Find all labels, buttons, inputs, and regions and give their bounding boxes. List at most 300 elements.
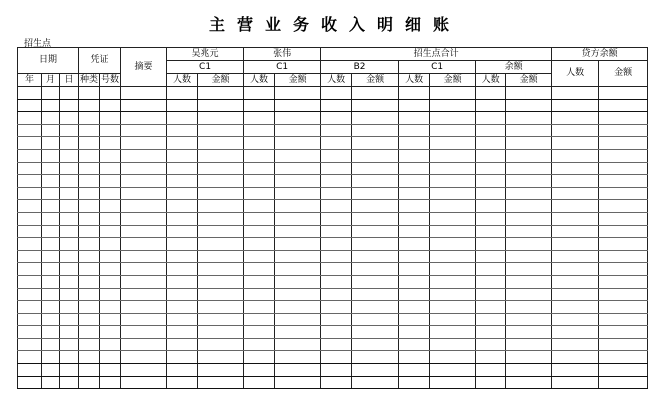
ledger-cell[interactable] <box>352 364 399 377</box>
ledger-cell[interactable] <box>476 250 506 263</box>
ledger-cell[interactable] <box>198 275 244 288</box>
ledger-cell[interactable] <box>321 288 352 301</box>
ledger-cell[interactable] <box>79 275 100 288</box>
ledger-cell[interactable] <box>552 238 599 251</box>
ledger-cell[interactable] <box>506 200 552 213</box>
ledger-cell[interactable] <box>476 263 506 276</box>
ledger-cell[interactable] <box>430 162 476 175</box>
ledger-cell[interactable] <box>352 275 399 288</box>
ledger-cell[interactable] <box>100 275 121 288</box>
ledger-cell[interactable] <box>79 212 100 225</box>
ledger-cell[interactable] <box>275 87 321 100</box>
ledger-cell[interactable] <box>399 124 430 137</box>
ledger-cell[interactable] <box>18 187 42 200</box>
ledger-cell[interactable] <box>42 250 60 263</box>
ledger-cell[interactable] <box>321 376 352 389</box>
ledger-cell[interactable] <box>100 376 121 389</box>
ledger-cell[interactable] <box>506 313 552 326</box>
ledger-cell[interactable] <box>275 263 321 276</box>
ledger-cell[interactable] <box>42 288 60 301</box>
ledger-cell[interactable] <box>430 187 476 200</box>
ledger-cell[interactable] <box>198 87 244 100</box>
ledger-cell[interactable] <box>275 351 321 364</box>
ledger-cell[interactable] <box>121 175 167 188</box>
ledger-cell[interactable] <box>552 124 599 137</box>
ledger-cell[interactable] <box>321 338 352 351</box>
ledger-cell[interactable] <box>430 338 476 351</box>
ledger-cell[interactable] <box>121 112 167 125</box>
ledger-cell[interactable] <box>60 301 79 314</box>
ledger-cell[interactable] <box>100 137 121 150</box>
ledger-cell[interactable] <box>244 225 275 238</box>
ledger-cell[interactable] <box>244 376 275 389</box>
ledger-cell[interactable] <box>79 364 100 377</box>
ledger-cell[interactable] <box>552 112 599 125</box>
ledger-cell[interactable] <box>476 200 506 213</box>
ledger-cell[interactable] <box>198 238 244 251</box>
ledger-cell[interactable] <box>552 175 599 188</box>
ledger-cell[interactable] <box>244 175 275 188</box>
ledger-cell[interactable] <box>552 162 599 175</box>
ledger-cell[interactable] <box>275 326 321 339</box>
ledger-cell[interactable] <box>79 137 100 150</box>
ledger-cell[interactable] <box>552 212 599 225</box>
ledger-cell[interactable] <box>275 99 321 112</box>
ledger-cell[interactable] <box>430 238 476 251</box>
ledger-cell[interactable] <box>506 87 552 100</box>
ledger-cell[interactable] <box>275 301 321 314</box>
ledger-cell[interactable] <box>352 149 399 162</box>
ledger-cell[interactable] <box>18 212 42 225</box>
ledger-cell[interactable] <box>552 376 599 389</box>
ledger-cell[interactable] <box>198 263 244 276</box>
ledger-cell[interactable] <box>476 225 506 238</box>
ledger-cell[interactable] <box>599 376 648 389</box>
ledger-cell[interactable] <box>275 238 321 251</box>
ledger-cell[interactable] <box>60 200 79 213</box>
ledger-cell[interactable] <box>399 250 430 263</box>
ledger-cell[interactable] <box>79 351 100 364</box>
ledger-cell[interactable] <box>506 137 552 150</box>
ledger-cell[interactable] <box>552 275 599 288</box>
ledger-cell[interactable] <box>121 99 167 112</box>
ledger-cell[interactable] <box>506 351 552 364</box>
ledger-cell[interactable] <box>430 175 476 188</box>
ledger-cell[interactable] <box>399 313 430 326</box>
ledger-cell[interactable] <box>399 275 430 288</box>
ledger-cell[interactable] <box>399 338 430 351</box>
ledger-cell[interactable] <box>430 263 476 276</box>
ledger-cell[interactable] <box>79 124 100 137</box>
ledger-cell[interactable] <box>352 162 399 175</box>
ledger-cell[interactable] <box>352 187 399 200</box>
ledger-cell[interactable] <box>244 162 275 175</box>
ledger-cell[interactable] <box>121 162 167 175</box>
ledger-cell[interactable] <box>476 175 506 188</box>
ledger-cell[interactable] <box>399 288 430 301</box>
ledger-cell[interactable] <box>121 250 167 263</box>
ledger-cell[interactable] <box>42 187 60 200</box>
ledger-cell[interactable] <box>476 187 506 200</box>
ledger-cell[interactable] <box>167 288 198 301</box>
ledger-cell[interactable] <box>79 238 100 251</box>
ledger-cell[interactable] <box>244 124 275 137</box>
ledger-cell[interactable] <box>352 238 399 251</box>
ledger-cell[interactable] <box>100 263 121 276</box>
ledger-cell[interactable] <box>100 99 121 112</box>
ledger-cell[interactable] <box>100 175 121 188</box>
ledger-cell[interactable] <box>42 137 60 150</box>
ledger-cell[interactable] <box>79 149 100 162</box>
ledger-cell[interactable] <box>599 175 648 188</box>
ledger-cell[interactable] <box>321 225 352 238</box>
ledger-cell[interactable] <box>198 250 244 263</box>
ledger-cell[interactable] <box>42 376 60 389</box>
ledger-cell[interactable] <box>121 263 167 276</box>
ledger-cell[interactable] <box>121 351 167 364</box>
ledger-cell[interactable] <box>79 87 100 100</box>
ledger-cell[interactable] <box>79 187 100 200</box>
ledger-cell[interactable] <box>18 137 42 150</box>
ledger-cell[interactable] <box>275 137 321 150</box>
ledger-cell[interactable] <box>506 149 552 162</box>
ledger-cell[interactable] <box>430 275 476 288</box>
ledger-cell[interactable] <box>121 313 167 326</box>
ledger-cell[interactable] <box>79 301 100 314</box>
ledger-cell[interactable] <box>60 338 79 351</box>
ledger-cell[interactable] <box>100 301 121 314</box>
ledger-cell[interactable] <box>18 376 42 389</box>
ledger-cell[interactable] <box>399 175 430 188</box>
ledger-cell[interactable] <box>476 313 506 326</box>
ledger-cell[interactable] <box>244 112 275 125</box>
ledger-cell[interactable] <box>275 175 321 188</box>
ledger-cell[interactable] <box>167 238 198 251</box>
ledger-cell[interactable] <box>244 99 275 112</box>
ledger-cell[interactable] <box>552 149 599 162</box>
ledger-cell[interactable] <box>167 376 198 389</box>
ledger-cell[interactable] <box>552 225 599 238</box>
ledger-cell[interactable] <box>599 124 648 137</box>
ledger-cell[interactable] <box>430 124 476 137</box>
ledger-cell[interactable] <box>506 124 552 137</box>
ledger-cell[interactable] <box>244 326 275 339</box>
ledger-cell[interactable] <box>60 326 79 339</box>
ledger-cell[interactable] <box>167 212 198 225</box>
ledger-cell[interactable] <box>42 212 60 225</box>
ledger-cell[interactable] <box>506 275 552 288</box>
ledger-cell[interactable] <box>244 313 275 326</box>
ledger-cell[interactable] <box>100 112 121 125</box>
ledger-cell[interactable] <box>121 376 167 389</box>
ledger-cell[interactable] <box>167 313 198 326</box>
ledger-cell[interactable] <box>42 87 60 100</box>
ledger-cell[interactable] <box>476 351 506 364</box>
ledger-cell[interactable] <box>275 313 321 326</box>
ledger-cell[interactable] <box>321 200 352 213</box>
ledger-cell[interactable] <box>42 124 60 137</box>
ledger-cell[interactable] <box>18 326 42 339</box>
ledger-cell[interactable] <box>121 225 167 238</box>
ledger-cell[interactable] <box>599 326 648 339</box>
ledger-cell[interactable] <box>167 124 198 137</box>
ledger-cell[interactable] <box>599 212 648 225</box>
ledger-cell[interactable] <box>430 351 476 364</box>
ledger-cell[interactable] <box>321 149 352 162</box>
ledger-cell[interactable] <box>198 187 244 200</box>
ledger-cell[interactable] <box>599 338 648 351</box>
ledger-cell[interactable] <box>79 175 100 188</box>
ledger-cell[interactable] <box>18 225 42 238</box>
ledger-cell[interactable] <box>321 238 352 251</box>
ledger-cell[interactable] <box>476 275 506 288</box>
ledger-cell[interactable] <box>506 225 552 238</box>
ledger-cell[interactable] <box>552 99 599 112</box>
ledger-cell[interactable] <box>167 149 198 162</box>
ledger-cell[interactable] <box>399 238 430 251</box>
ledger-cell[interactable] <box>18 250 42 263</box>
ledger-cell[interactable] <box>352 87 399 100</box>
ledger-cell[interactable] <box>60 124 79 137</box>
ledger-cell[interactable] <box>476 162 506 175</box>
ledger-cell[interactable] <box>42 364 60 377</box>
ledger-cell[interactable] <box>18 162 42 175</box>
ledger-cell[interactable] <box>244 288 275 301</box>
ledger-cell[interactable] <box>399 200 430 213</box>
ledger-cell[interactable] <box>275 250 321 263</box>
ledger-cell[interactable] <box>121 364 167 377</box>
ledger-cell[interactable] <box>321 187 352 200</box>
ledger-cell[interactable] <box>599 238 648 251</box>
ledger-cell[interactable] <box>430 87 476 100</box>
ledger-cell[interactable] <box>476 124 506 137</box>
ledger-cell[interactable] <box>476 87 506 100</box>
ledger-cell[interactable] <box>167 275 198 288</box>
ledger-cell[interactable] <box>430 112 476 125</box>
ledger-cell[interactable] <box>121 301 167 314</box>
ledger-cell[interactable] <box>42 326 60 339</box>
ledger-cell[interactable] <box>244 338 275 351</box>
ledger-cell[interactable] <box>321 275 352 288</box>
ledger-cell[interactable] <box>244 275 275 288</box>
ledger-cell[interactable] <box>399 137 430 150</box>
ledger-cell[interactable] <box>18 338 42 351</box>
ledger-cell[interactable] <box>60 112 79 125</box>
ledger-cell[interactable] <box>121 187 167 200</box>
ledger-cell[interactable] <box>476 301 506 314</box>
ledger-cell[interactable] <box>198 225 244 238</box>
ledger-cell[interactable] <box>321 326 352 339</box>
ledger-cell[interactable] <box>275 187 321 200</box>
ledger-cell[interactable] <box>552 250 599 263</box>
ledger-cell[interactable] <box>275 275 321 288</box>
ledger-cell[interactable] <box>399 212 430 225</box>
ledger-cell[interactable] <box>79 200 100 213</box>
ledger-cell[interactable] <box>430 149 476 162</box>
ledger-cell[interactable] <box>599 187 648 200</box>
ledger-cell[interactable] <box>352 326 399 339</box>
ledger-cell[interactable] <box>100 351 121 364</box>
ledger-cell[interactable] <box>599 112 648 125</box>
ledger-cell[interactable] <box>18 263 42 276</box>
ledger-cell[interactable] <box>476 238 506 251</box>
ledger-cell[interactable] <box>275 338 321 351</box>
ledger-cell[interactable] <box>321 87 352 100</box>
ledger-cell[interactable] <box>321 250 352 263</box>
ledger-cell[interactable] <box>430 225 476 238</box>
ledger-cell[interactable] <box>60 162 79 175</box>
ledger-cell[interactable] <box>42 351 60 364</box>
ledger-cell[interactable] <box>121 124 167 137</box>
ledger-cell[interactable] <box>275 162 321 175</box>
ledger-cell[interactable] <box>506 376 552 389</box>
ledger-cell[interactable] <box>100 225 121 238</box>
ledger-cell[interactable] <box>321 313 352 326</box>
ledger-cell[interactable] <box>506 187 552 200</box>
ledger-cell[interactable] <box>60 225 79 238</box>
ledger-cell[interactable] <box>399 351 430 364</box>
ledger-cell[interactable] <box>430 364 476 377</box>
ledger-cell[interactable] <box>352 288 399 301</box>
ledger-cell[interactable] <box>42 175 60 188</box>
ledger-cell[interactable] <box>352 200 399 213</box>
ledger-cell[interactable] <box>18 351 42 364</box>
ledger-cell[interactable] <box>476 376 506 389</box>
ledger-cell[interactable] <box>100 338 121 351</box>
ledger-cell[interactable] <box>476 364 506 377</box>
ledger-cell[interactable] <box>18 200 42 213</box>
ledger-cell[interactable] <box>506 238 552 251</box>
ledger-cell[interactable] <box>79 263 100 276</box>
ledger-cell[interactable] <box>321 137 352 150</box>
ledger-cell[interactable] <box>42 263 60 276</box>
ledger-cell[interactable] <box>599 137 648 150</box>
ledger-cell[interactable] <box>60 87 79 100</box>
ledger-cell[interactable] <box>399 149 430 162</box>
ledger-cell[interactable] <box>599 275 648 288</box>
ledger-cell[interactable] <box>244 187 275 200</box>
ledger-cell[interactable] <box>352 175 399 188</box>
ledger-cell[interactable] <box>506 301 552 314</box>
ledger-cell[interactable] <box>552 187 599 200</box>
ledger-cell[interactable] <box>244 149 275 162</box>
ledger-cell[interactable] <box>399 162 430 175</box>
ledger-cell[interactable] <box>167 187 198 200</box>
ledger-cell[interactable] <box>60 351 79 364</box>
ledger-cell[interactable] <box>352 225 399 238</box>
ledger-cell[interactable] <box>60 99 79 112</box>
ledger-cell[interactable] <box>599 87 648 100</box>
ledger-cell[interactable] <box>476 112 506 125</box>
ledger-cell[interactable] <box>321 124 352 137</box>
ledger-cell[interactable] <box>321 351 352 364</box>
ledger-cell[interactable] <box>60 137 79 150</box>
ledger-cell[interactable] <box>42 99 60 112</box>
ledger-cell[interactable] <box>506 99 552 112</box>
ledger-cell[interactable] <box>430 250 476 263</box>
ledger-cell[interactable] <box>167 225 198 238</box>
ledger-cell[interactable] <box>244 250 275 263</box>
ledger-cell[interactable] <box>198 351 244 364</box>
ledger-cell[interactable] <box>79 376 100 389</box>
ledger-cell[interactable] <box>506 162 552 175</box>
ledger-cell[interactable] <box>60 263 79 276</box>
ledger-cell[interactable] <box>599 364 648 377</box>
ledger-cell[interactable] <box>100 288 121 301</box>
ledger-cell[interactable] <box>552 301 599 314</box>
ledger-cell[interactable] <box>167 87 198 100</box>
ledger-cell[interactable] <box>100 238 121 251</box>
ledger-cell[interactable] <box>476 338 506 351</box>
ledger-cell[interactable] <box>599 225 648 238</box>
ledger-cell[interactable] <box>599 313 648 326</box>
ledger-cell[interactable] <box>352 124 399 137</box>
ledger-cell[interactable] <box>399 326 430 339</box>
ledger-cell[interactable] <box>599 351 648 364</box>
ledger-cell[interactable] <box>167 338 198 351</box>
ledger-cell[interactable] <box>399 112 430 125</box>
ledger-cell[interactable] <box>476 137 506 150</box>
ledger-cell[interactable] <box>42 225 60 238</box>
ledger-cell[interactable] <box>167 200 198 213</box>
ledger-cell[interactable] <box>321 99 352 112</box>
ledger-cell[interactable] <box>275 124 321 137</box>
ledger-cell[interactable] <box>18 87 42 100</box>
ledger-cell[interactable] <box>121 87 167 100</box>
ledger-cell[interactable] <box>60 175 79 188</box>
ledger-cell[interactable] <box>599 149 648 162</box>
ledger-cell[interactable] <box>430 376 476 389</box>
ledger-cell[interactable] <box>100 364 121 377</box>
ledger-cell[interactable] <box>506 263 552 276</box>
ledger-cell[interactable] <box>198 149 244 162</box>
ledger-cell[interactable] <box>275 212 321 225</box>
ledger-cell[interactable] <box>399 301 430 314</box>
ledger-cell[interactable] <box>244 364 275 377</box>
ledger-cell[interactable] <box>42 200 60 213</box>
ledger-cell[interactable] <box>275 376 321 389</box>
ledger-cell[interactable] <box>352 351 399 364</box>
ledger-cell[interactable] <box>60 149 79 162</box>
ledger-cell[interactable] <box>599 301 648 314</box>
ledger-cell[interactable] <box>121 326 167 339</box>
ledger-cell[interactable] <box>100 124 121 137</box>
ledger-cell[interactable] <box>198 200 244 213</box>
ledger-cell[interactable] <box>321 112 352 125</box>
ledger-cell[interactable] <box>399 376 430 389</box>
ledger-cell[interactable] <box>399 364 430 377</box>
ledger-cell[interactable] <box>321 162 352 175</box>
ledger-cell[interactable] <box>18 275 42 288</box>
ledger-cell[interactable] <box>121 149 167 162</box>
ledger-cell[interactable] <box>552 338 599 351</box>
ledger-cell[interactable] <box>476 99 506 112</box>
ledger-cell[interactable] <box>506 364 552 377</box>
ledger-cell[interactable] <box>476 212 506 225</box>
ledger-cell[interactable] <box>399 263 430 276</box>
ledger-cell[interactable] <box>121 288 167 301</box>
ledger-cell[interactable] <box>552 288 599 301</box>
ledger-cell[interactable] <box>430 326 476 339</box>
ledger-cell[interactable] <box>100 187 121 200</box>
ledger-cell[interactable] <box>352 338 399 351</box>
ledger-cell[interactable] <box>18 112 42 125</box>
ledger-cell[interactable] <box>430 99 476 112</box>
ledger-cell[interactable] <box>18 238 42 251</box>
ledger-cell[interactable] <box>476 288 506 301</box>
ledger-cell[interactable] <box>121 238 167 251</box>
ledger-cell[interactable] <box>42 162 60 175</box>
